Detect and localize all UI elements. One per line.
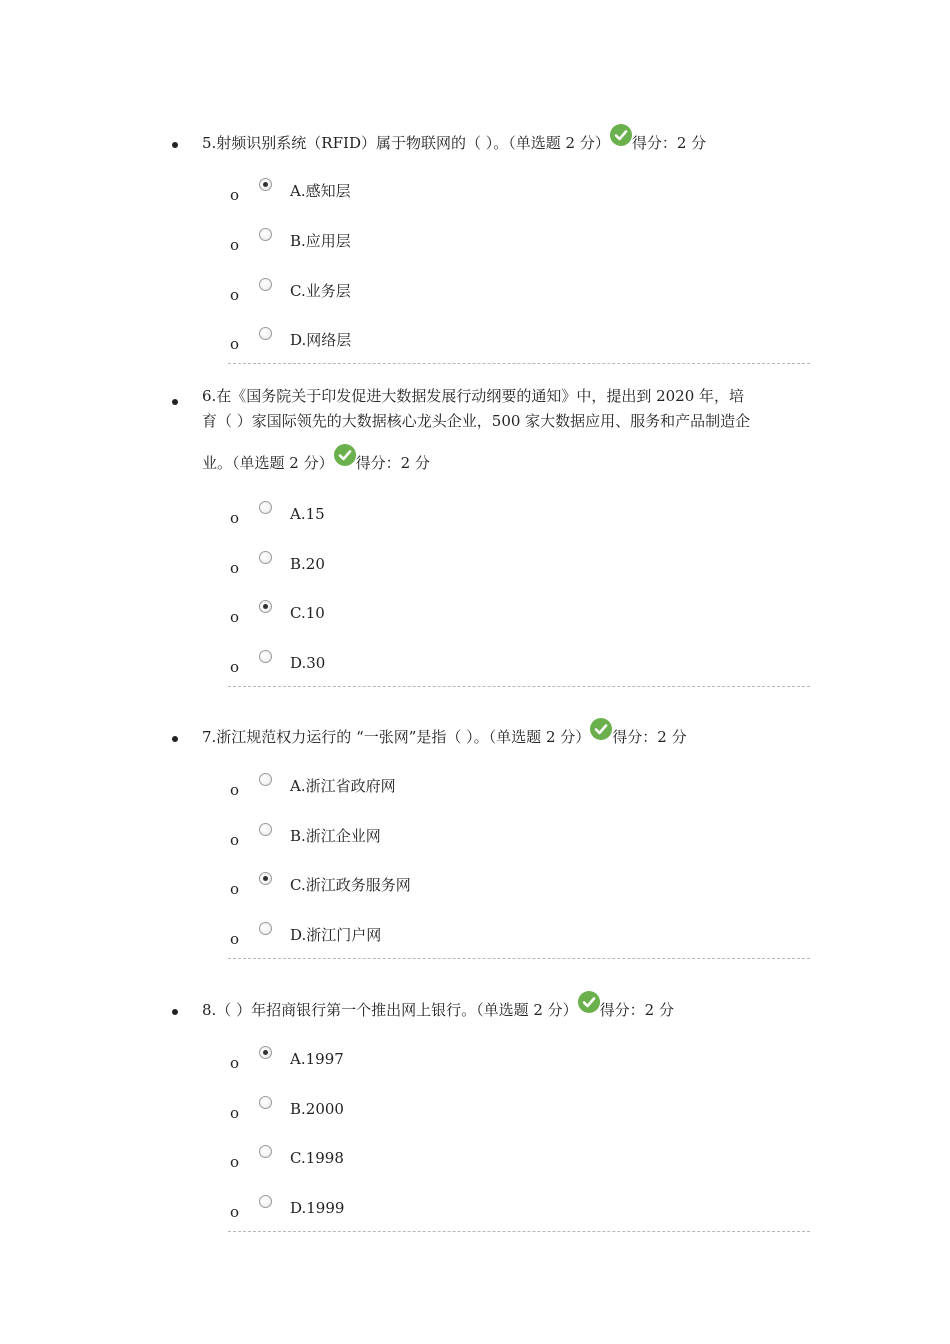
- option-c[interactable]: [0, 600, 950, 630]
- radio-button[interactable]: [259, 1046, 272, 1059]
- option-bullet: o: [230, 286, 240, 304]
- question-bullet: [172, 399, 178, 405]
- question-prompt: 5.射频识别系统（RFID）属于物联网的（ ）。（单选题 2 分）: [202, 134, 610, 152]
- option-bullet: o: [230, 1054, 240, 1072]
- option-b[interactable]: [0, 551, 950, 581]
- radio-button[interactable]: [259, 650, 272, 663]
- radio-button[interactable]: [259, 773, 272, 786]
- radio-button[interactable]: [259, 501, 272, 514]
- option-bullet: o: [230, 608, 240, 626]
- option-b[interactable]: [0, 228, 950, 258]
- option-label: D.1999: [290, 1199, 345, 1217]
- radio-button[interactable]: [259, 600, 272, 613]
- radio-button[interactable]: [259, 228, 272, 241]
- score-text: 得分：2 分: [612, 728, 687, 746]
- option-bullet: o: [230, 880, 240, 898]
- radio-button[interactable]: [259, 823, 272, 836]
- option-label: B.应用层: [290, 232, 351, 250]
- option-label: C.10: [290, 604, 325, 622]
- question-prompt-line-2: 育（ ）家国际领先的大数据核心龙头企业，500 家大数据应用、服务和产品制造企: [202, 412, 751, 430]
- divider: [228, 1231, 810, 1232]
- check-circle-icon: [334, 444, 356, 466]
- option-bullet: o: [230, 186, 240, 204]
- option-b[interactable]: [0, 1096, 950, 1126]
- option-d[interactable]: [0, 650, 950, 680]
- option-label: A.浙江省政府网: [290, 777, 396, 795]
- option-bullet: o: [230, 1153, 240, 1171]
- option-label: B.浙江企业网: [290, 827, 381, 845]
- option-label: A.15: [290, 505, 325, 523]
- option-label: D.网络层: [290, 331, 352, 349]
- option-d[interactable]: [0, 922, 950, 952]
- radio-button[interactable]: [259, 1195, 272, 1208]
- radio-button[interactable]: [259, 872, 272, 885]
- option-bullet: o: [230, 658, 240, 676]
- option-a[interactable]: [0, 178, 950, 208]
- option-d[interactable]: [0, 327, 950, 357]
- option-bullet: o: [230, 236, 240, 254]
- question-text: [202, 384, 810, 476]
- option-bullet: o: [230, 831, 240, 849]
- divider: [228, 686, 810, 687]
- question-prompt-line-3-wrap: [202, 448, 810, 476]
- radio-button[interactable]: [259, 1145, 272, 1158]
- option-d[interactable]: [0, 1195, 950, 1225]
- option-c[interactable]: [0, 872, 950, 902]
- question-bullet: [172, 142, 178, 148]
- option-a[interactable]: [0, 1046, 950, 1076]
- option-a[interactable]: [0, 501, 950, 531]
- question-text: [202, 994, 810, 1026]
- option-c[interactable]: [0, 278, 950, 308]
- question-text: [202, 721, 810, 753]
- radio-button[interactable]: [259, 1096, 272, 1109]
- score-text: 得分：2 分: [599, 1001, 674, 1019]
- score-text: 得分：2 分: [355, 454, 430, 472]
- option-label: B.2000: [290, 1100, 344, 1118]
- option-bullet: o: [230, 509, 240, 527]
- question-prompt: 7.浙江规范权力运行的 “一张网”是指（ ）。（单选题 2 分）: [202, 728, 591, 746]
- option-b[interactable]: [0, 823, 950, 853]
- option-label: A.1997: [290, 1050, 344, 1068]
- divider: [228, 363, 810, 364]
- option-bullet: o: [230, 1104, 240, 1122]
- question-bullet: [172, 736, 178, 742]
- radio-button[interactable]: [259, 551, 272, 564]
- radio-button[interactable]: [259, 178, 272, 191]
- option-label: D.浙江门户网: [290, 926, 382, 944]
- option-a[interactable]: [0, 773, 950, 803]
- option-bullet: o: [230, 335, 240, 353]
- option-c[interactable]: [0, 1145, 950, 1175]
- option-label: B.20: [290, 555, 325, 573]
- question-prompt: 8.（ ）年招商银行第一个推出网上银行。（单选题 2 分）: [202, 1001, 578, 1019]
- option-bullet: o: [230, 1203, 240, 1221]
- check-circle-icon: [578, 991, 600, 1013]
- option-label: D.30: [290, 654, 326, 672]
- radio-button[interactable]: [259, 327, 272, 340]
- option-bullet: o: [230, 559, 240, 577]
- radio-button[interactable]: [259, 922, 272, 935]
- option-label: C.1998: [290, 1149, 344, 1167]
- question-prompt-line-1: 6.在《国务院关于印发促进大数据发展行动纲要的通知》中，提出到 2020 年，培: [202, 387, 745, 405]
- score-text: 得分：2 分: [631, 134, 707, 152]
- question-bullet: [172, 1009, 178, 1015]
- option-label: A.感知层: [290, 182, 351, 200]
- option-bullet: o: [230, 781, 240, 799]
- option-label: C.浙江政务服务网: [290, 876, 411, 894]
- option-bullet: o: [230, 930, 240, 948]
- check-circle-icon: [590, 718, 612, 740]
- check-circle-icon: [610, 124, 632, 146]
- divider: [228, 958, 810, 959]
- option-label: C.业务层: [290, 282, 351, 300]
- radio-button[interactable]: [259, 278, 272, 291]
- question-prompt-line-3: 业。（单选题 2 分）: [202, 454, 334, 472]
- question-text: [202, 127, 810, 159]
